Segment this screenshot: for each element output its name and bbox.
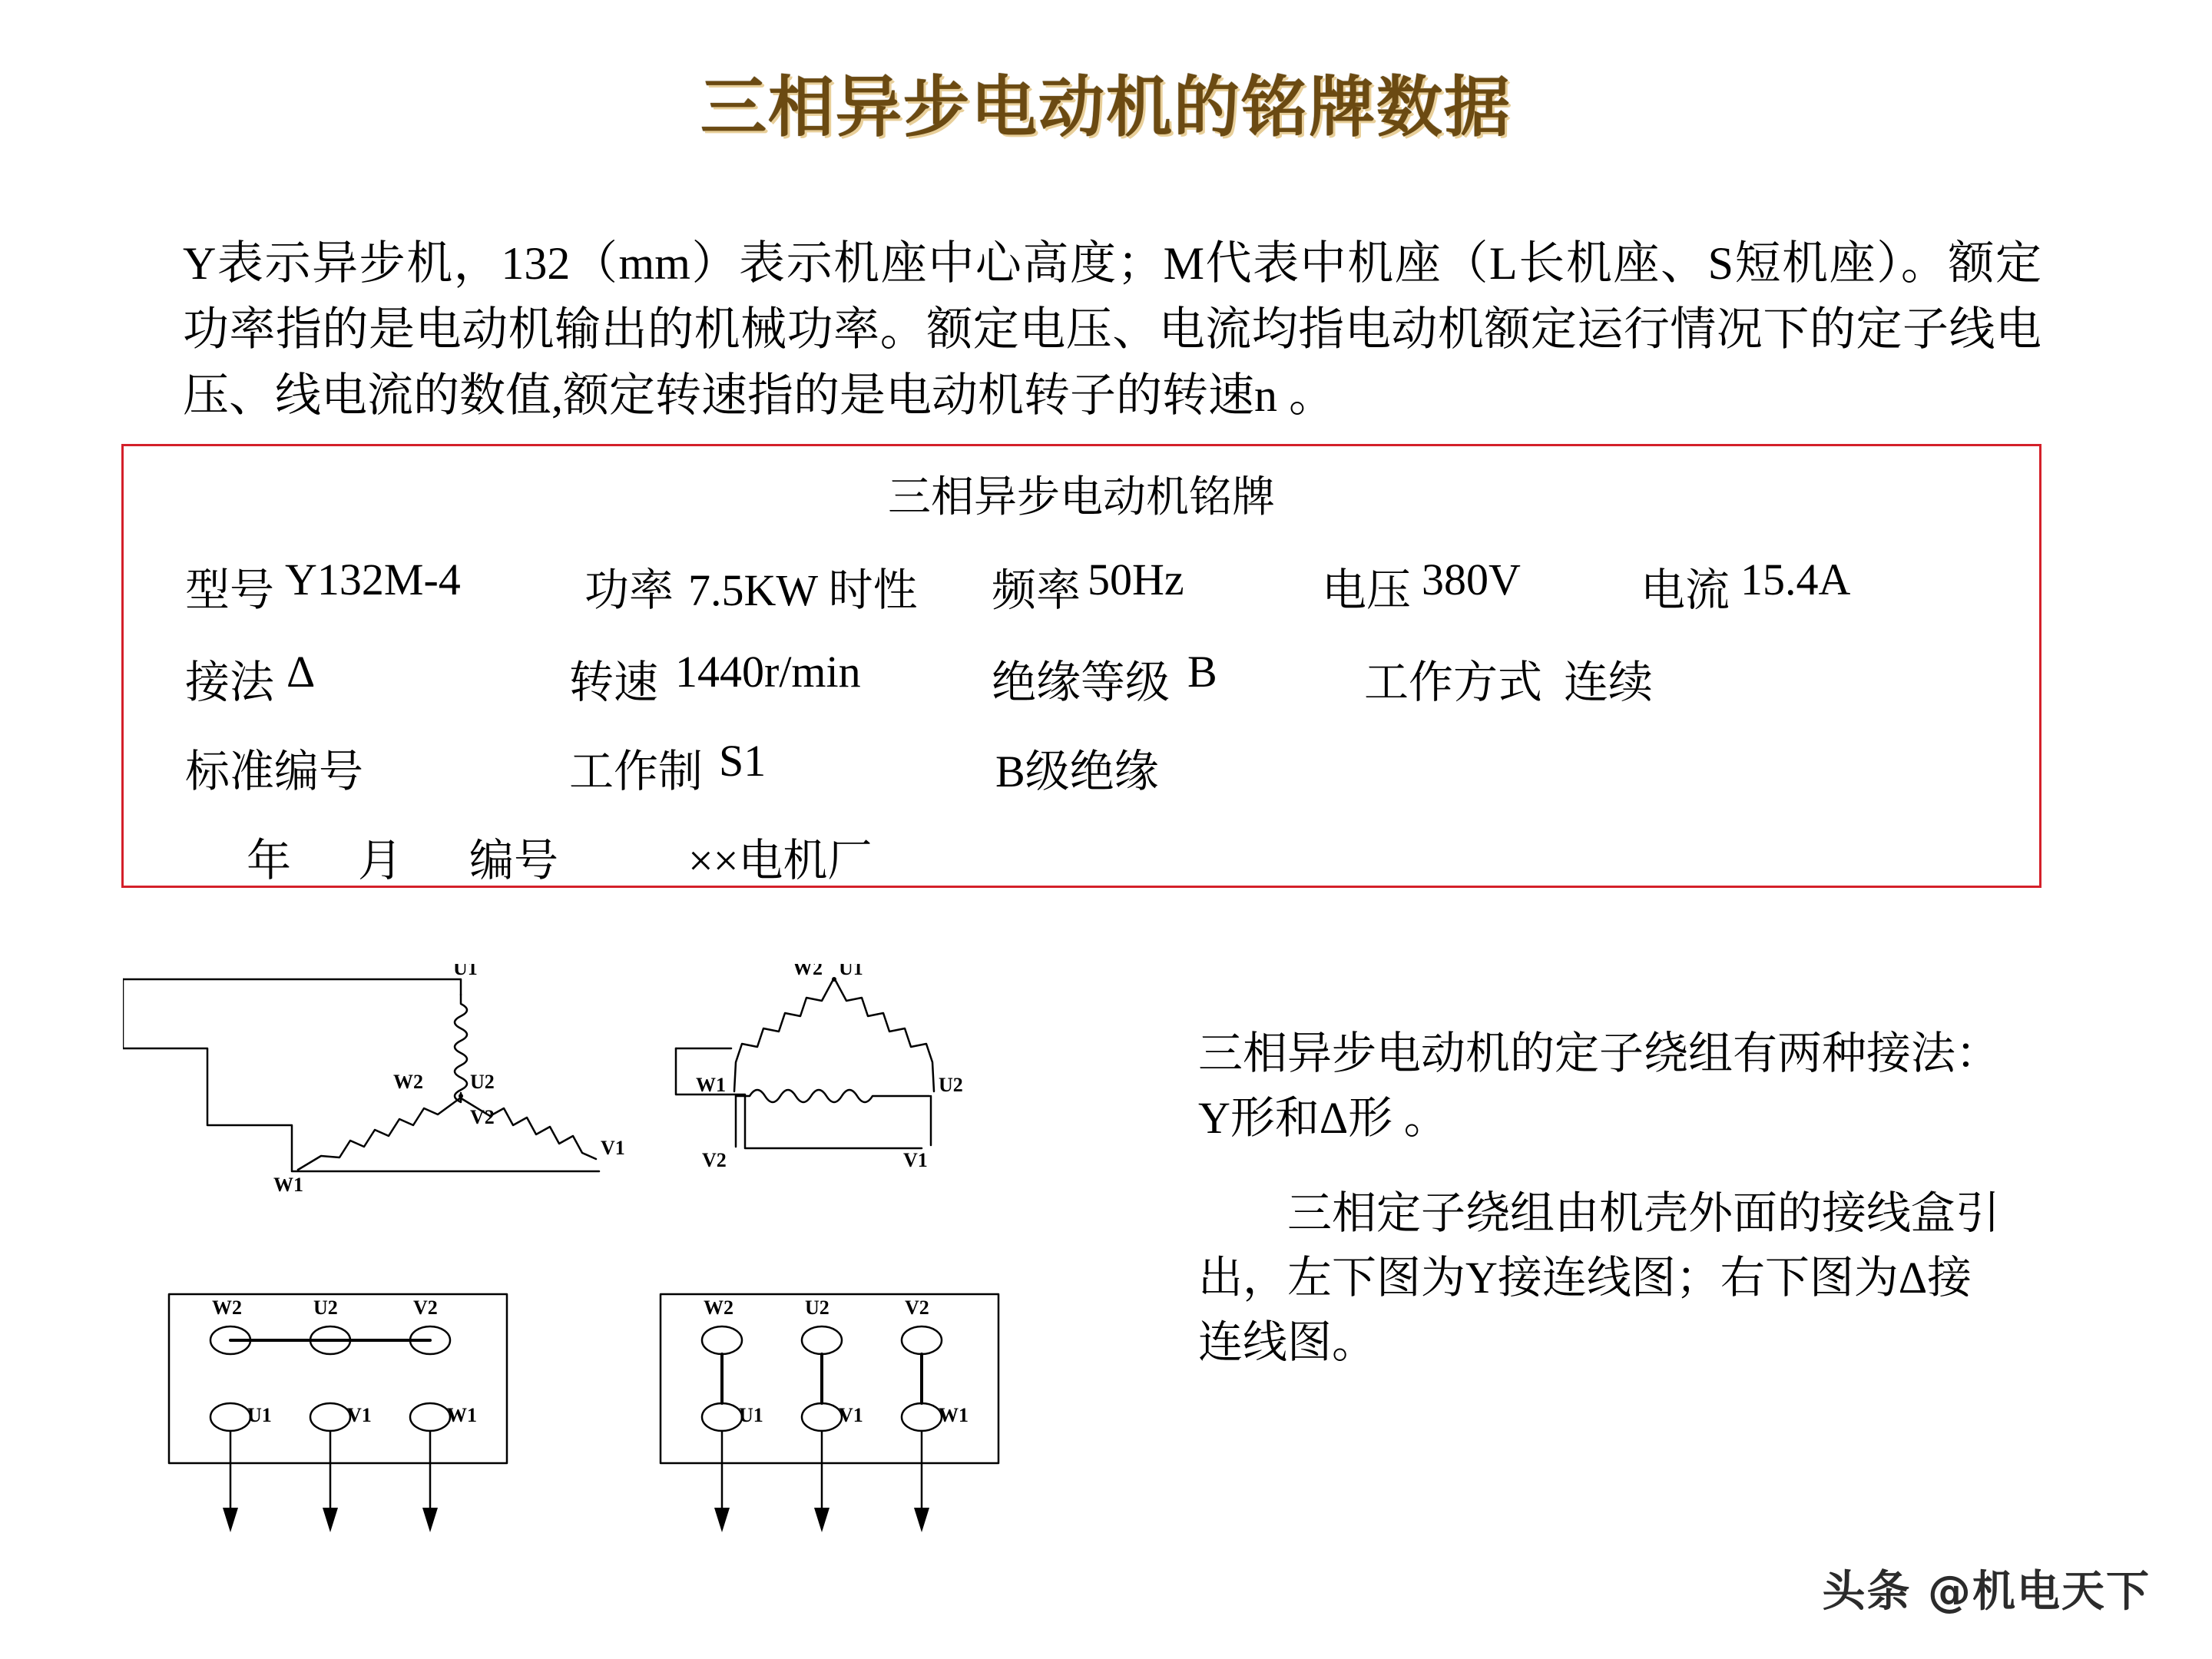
label-w1: W1 <box>696 1074 726 1096</box>
page-title: 三相异步电动机的铭牌数据 <box>700 69 1512 146</box>
nameplate-value-voltage: 380V <box>1422 555 1521 604</box>
nameplate-label-insulation: 绝缘等级 <box>992 657 1171 707</box>
label-u2: U2 <box>470 1071 495 1093</box>
nameplate-value-connection: Δ <box>286 647 316 697</box>
nameplate-label-class-b: B级绝缘 <box>995 747 1159 796</box>
nameplate-box <box>121 444 2041 888</box>
star-terminal-box <box>169 1294 507 1532</box>
label-u1: U1 <box>247 1404 272 1426</box>
nameplate-value-speed: 1440r/min <box>675 647 861 697</box>
label-w2: W2 <box>704 1296 733 1319</box>
label-v1: V1 <box>903 1149 928 1171</box>
label-w2: W2 <box>393 1071 423 1093</box>
nameplate-label-connection: 接法 <box>185 657 275 707</box>
side-explanation <box>1198 1022 2012 1406</box>
label-w2: W2 <box>793 964 823 979</box>
delta-winding-diagram <box>676 964 963 1171</box>
nameplate-label-duty-type: 工作制 <box>569 747 704 796</box>
nameplate-label-serial: 编号 <box>469 836 559 886</box>
nameplate-label-duty: 工作方式 <box>1364 657 1543 707</box>
nameplate-value-frequency: 50Hz <box>1088 555 1184 604</box>
nameplate-title: 三相异步电动机铭牌 <box>888 472 1275 522</box>
nameplate-label-model: 型号 <box>185 565 275 615</box>
nameplate-label-current: 电流 <box>1641 565 1730 615</box>
nameplate-label-voltage: 电压 <box>1322 565 1412 615</box>
label-w1: W1 <box>447 1404 477 1426</box>
label-v2: V2 <box>702 1149 727 1171</box>
nameplate-label-speed: 转速 <box>569 657 659 707</box>
winding-diagrams <box>123 964 1198 1548</box>
label-w1: W1 <box>939 1404 969 1426</box>
nameplate-value-current: 15.4A <box>1740 555 1851 604</box>
intro-paragraph: Y表示异步机，132（mm）表示机座中心高度；M代表中机座（L长机座、S短机座）。额定功率指的是电动机输出的机械功率。额定电压、电流均指电动机额定运行情况下的定子线电压、线电流的数值,额定转速指的是电动机转子的转速n 。 <box>183 238 2041 421</box>
side-paragraph-1: 三相异步电动机的定子绕组有两种接法：Y形和Δ形 。 <box>1198 1028 2001 1143</box>
nameplate-label-year: 年 <box>247 836 292 886</box>
nameplate-value-model: Y132M-4 <box>285 555 461 604</box>
nameplate-label-power: 功率 <box>584 565 674 615</box>
label-w2: W2 <box>212 1296 242 1319</box>
label-v2: V2 <box>470 1106 495 1128</box>
label-v2: V2 <box>413 1296 438 1319</box>
label-v1: V1 <box>347 1404 372 1426</box>
nameplate-value-duty: 连续 <box>1564 657 1654 707</box>
label-v1: V1 <box>839 1404 863 1426</box>
label-w1: W1 <box>273 1174 303 1196</box>
nameplate-value-power: 7.5KW 时性 <box>688 565 918 615</box>
label-u1: U1 <box>739 1404 763 1426</box>
label-u2: U2 <box>939 1074 963 1096</box>
label-u1: U1 <box>839 964 863 979</box>
nameplate-value-duty-type: S1 <box>719 736 767 786</box>
label-u1: U1 <box>453 964 478 979</box>
label-v2: V2 <box>905 1296 929 1319</box>
nameplate-label-factory: ××电机厂 <box>688 836 873 886</box>
label-u2: U2 <box>805 1296 830 1319</box>
label-v1: V1 <box>601 1137 625 1159</box>
side-paragraph-2: 三相定子绕组由机壳外面的接线盒引出，左下图为Y接连线图；右下图为Δ接连线图。 <box>1198 1188 2001 1367</box>
delta-terminal-box <box>661 1294 998 1532</box>
watermark: 头条 @机电天下 <box>1822 1567 2151 1617</box>
nameplate-label-standard-no: 标准编号 <box>185 747 364 796</box>
nameplate-label-month: 月 <box>358 836 403 886</box>
star-winding-diagram <box>123 964 625 1196</box>
label-u2: U2 <box>313 1296 338 1319</box>
nameplate-label-frequency: 频率 <box>992 565 1081 615</box>
nameplate-value-insulation: B <box>1187 647 1217 697</box>
